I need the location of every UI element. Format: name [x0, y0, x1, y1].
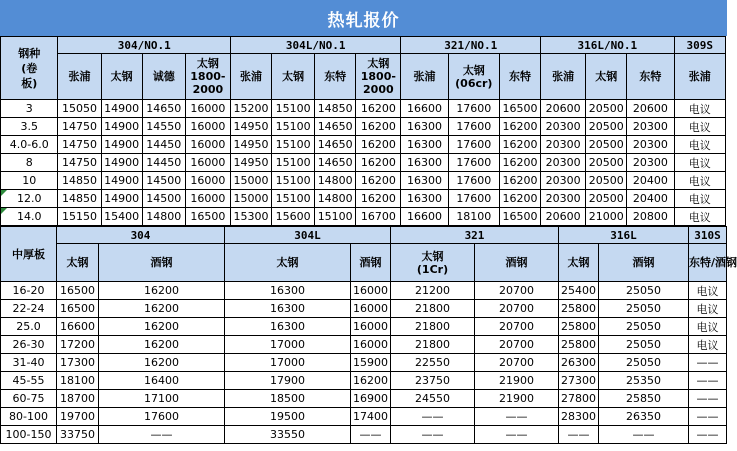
price-cell: 16300	[225, 300, 351, 318]
price-cell: 16200	[99, 336, 225, 354]
price-cell: 21800	[391, 318, 475, 336]
header-line: 2000	[192, 83, 224, 96]
price-cell: 14950	[230, 136, 271, 154]
price-cell: 20500	[586, 136, 627, 154]
lower-price-row	[1, 282, 727, 300]
thickness-label: 80-100	[1, 408, 57, 426]
price-cell: 16300	[401, 154, 448, 172]
price-cell: 21800	[391, 300, 475, 318]
header-line: 太钢	[282, 69, 305, 83]
header-line: 太钢	[421, 249, 444, 263]
price-cell: 18100	[448, 208, 499, 226]
upper-mill-header	[586, 54, 627, 100]
price-cell: 15100	[315, 208, 356, 226]
price-cell: 17600	[448, 172, 499, 190]
price-cell: 25050	[599, 318, 689, 336]
header-line: 1800-	[360, 70, 396, 83]
price-cell: 15100	[272, 154, 315, 172]
lower-grade-group: 310S	[689, 227, 727, 244]
price-cell: 16000	[185, 154, 230, 172]
price-cell: 16300	[401, 190, 448, 208]
price-cell: 25350	[599, 372, 689, 390]
price-cell: 16300	[225, 318, 351, 336]
price-cell: 16200	[356, 190, 401, 208]
thickness-label: 14.0	[1, 208, 58, 226]
price-cell: 23750	[391, 372, 475, 390]
upper-price-row	[1, 208, 726, 226]
thickness-label: 31-40	[1, 354, 57, 372]
price-cell: 14450	[142, 136, 185, 154]
price-cell: 14900	[101, 118, 142, 136]
price-cell: 22550	[391, 354, 475, 372]
price-cell: 电议	[674, 100, 725, 118]
price-cell: 16600	[401, 100, 448, 118]
price-cell: 16000	[351, 318, 391, 336]
lower-mill-header-row	[1, 244, 727, 282]
lower-mill-header	[599, 244, 689, 282]
upper-grade-group: 321/NO.1	[401, 37, 541, 54]
header-line: 张浦	[688, 69, 711, 83]
price-cell: 15100	[272, 190, 315, 208]
price-cell: 16300	[401, 172, 448, 190]
price-cell: 17000	[225, 336, 351, 354]
lower-price-row	[1, 318, 727, 336]
lower-group-header-row	[1, 227, 727, 244]
price-cell: 20300	[541, 190, 586, 208]
price-cell: 电议	[689, 336, 727, 354]
price-cell: 15000	[230, 172, 271, 190]
price-cell: 15200	[230, 100, 271, 118]
price-cell: 16900	[351, 390, 391, 408]
price-cell: 14750	[58, 118, 101, 136]
price-cell: 20300	[627, 118, 674, 136]
price-cell: 25800	[559, 336, 599, 354]
price-cell: 20300	[541, 136, 586, 154]
thickness-label: 25.0	[1, 318, 57, 336]
header-line: 张浦	[68, 69, 91, 83]
price-cell: 33750	[57, 426, 99, 444]
lower-price-row	[1, 336, 727, 354]
price-cell: 16000	[185, 172, 230, 190]
thickness-label: 22-24	[1, 300, 57, 318]
header-line: 酒钢	[359, 255, 382, 269]
lower-price-row	[1, 390, 727, 408]
hot-rolled-coil-table	[0, 36, 726, 226]
price-cell: 15900	[351, 354, 391, 372]
price-cell: 15400	[101, 208, 142, 226]
lower-price-row	[1, 408, 727, 426]
price-cell: 14850	[58, 190, 101, 208]
upper-grade-group: 304/NO.1	[58, 37, 231, 54]
upper-price-row	[1, 118, 726, 136]
price-cell: 16500	[499, 100, 540, 118]
price-cell: 17100	[99, 390, 225, 408]
price-cell: 16200	[499, 190, 540, 208]
price-cell: 电议	[674, 136, 725, 154]
price-cell: 20700	[475, 282, 559, 300]
price-cell: 16200	[499, 136, 540, 154]
price-cell: 16200	[99, 354, 225, 372]
lower-price-row	[1, 354, 727, 372]
thickness-label: 100-150	[1, 426, 57, 444]
price-cell: 14950	[230, 154, 271, 172]
header-line: 张浦	[413, 69, 436, 83]
header-line: 东特/酒钢	[689, 255, 737, 269]
upper-mill-header	[401, 54, 448, 100]
upper-mill-header	[674, 54, 725, 100]
price-cell: 14500	[142, 172, 185, 190]
price-cell: ——	[689, 408, 727, 426]
price-cell: 21800	[391, 336, 475, 354]
upper-mill-header	[356, 54, 401, 100]
upper-mill-header	[230, 54, 271, 100]
price-cell: 16200	[99, 318, 225, 336]
price-cell: 19700	[57, 408, 99, 426]
thickness-label: 45-55	[1, 372, 57, 390]
price-cell: 16000	[351, 282, 391, 300]
price-cell: 14800	[315, 172, 356, 190]
lower-grade-group: 304	[57, 227, 225, 244]
medium-plate-table	[0, 226, 737, 444]
header-line: 太钢	[367, 57, 390, 70]
price-cell: 16600	[401, 208, 448, 226]
price-cell: 25050	[599, 336, 689, 354]
header-line: 太钢	[196, 57, 219, 70]
price-cell: 电议	[674, 154, 725, 172]
price-cell: 14900	[101, 172, 142, 190]
price-cell: 16500	[57, 282, 99, 300]
header-line: 钢种	[18, 46, 41, 60]
lower-grade-group: 304L	[225, 227, 391, 244]
price-cell: 16200	[356, 136, 401, 154]
price-cell: 16200	[499, 118, 540, 136]
upper-mill-header	[541, 54, 586, 100]
price-cell: 20700	[475, 318, 559, 336]
upper-grade-group: 316L/NO.1	[541, 37, 674, 54]
thickness-label: 60-75	[1, 390, 57, 408]
price-cell: 17600	[448, 154, 499, 172]
upper-mill-header	[315, 54, 356, 100]
price-cell: 27300	[559, 372, 599, 390]
price-cell: 18100	[57, 372, 99, 390]
price-cell: 25050	[599, 282, 689, 300]
price-cell: 16300	[401, 136, 448, 154]
price-cell: 14800	[142, 208, 185, 226]
price-cell: 20600	[627, 100, 674, 118]
price-cell: 15150	[58, 208, 101, 226]
header-line: (1Cr)	[416, 262, 449, 276]
price-cell: 16000	[185, 190, 230, 208]
header-line: 张浦	[552, 69, 575, 83]
price-cell: 电议	[674, 190, 725, 208]
upper-mill-header	[142, 54, 185, 100]
price-cell: 16200	[499, 172, 540, 190]
lower-mill-header	[351, 244, 391, 282]
price-cell: 15300	[230, 208, 271, 226]
lower-mill-header	[99, 244, 225, 282]
price-cell: 16000	[185, 100, 230, 118]
price-cell: 14900	[101, 100, 142, 118]
lower-mill-header	[559, 244, 599, 282]
price-cell: 电议	[674, 118, 725, 136]
price-cell: 20500	[586, 154, 627, 172]
header-line: 太钢	[567, 255, 590, 269]
price-cell: ——	[689, 354, 727, 372]
price-cell: 18700	[57, 390, 99, 408]
upper-price-row	[1, 154, 726, 172]
price-cell: 15100	[272, 118, 315, 136]
price-cell: ——	[351, 426, 391, 444]
thickness-label: 26-30	[1, 336, 57, 354]
price-cell: 25800	[559, 300, 599, 318]
price-cell: 16200	[499, 154, 540, 172]
price-cell: 15600	[272, 208, 315, 226]
price-cell: 14850	[58, 172, 101, 190]
price-cell: ——	[689, 390, 727, 408]
price-cell: 16200	[356, 172, 401, 190]
price-cell: 20500	[586, 118, 627, 136]
price-cell: 20700	[475, 300, 559, 318]
price-cell: 14550	[142, 118, 185, 136]
header-line: (06cr)	[455, 76, 493, 90]
price-cell: ——	[599, 426, 689, 444]
price-cell: 17400	[351, 408, 391, 426]
price-cell: 16000	[351, 336, 391, 354]
lower-mill-header	[225, 244, 351, 282]
price-cell: 电议	[689, 282, 727, 300]
price-cell: 16700	[356, 208, 401, 226]
price-cell: 14650	[315, 136, 356, 154]
upper-mill-header	[448, 54, 499, 100]
upper-price-row	[1, 100, 726, 118]
price-cell: 15050	[58, 100, 101, 118]
price-cell: 14900	[101, 154, 142, 172]
price-cell: 25850	[599, 390, 689, 408]
price-cell: 15000	[230, 190, 271, 208]
price-cell: 16500	[57, 300, 99, 318]
header-line: 张浦	[240, 69, 263, 83]
price-cell: 21900	[475, 372, 559, 390]
thickness-label: 3	[1, 100, 58, 118]
header-line: 酒钢	[505, 255, 528, 269]
header-line: 东特	[324, 69, 347, 83]
header-line: 2000	[363, 83, 394, 96]
price-cell: 电议	[674, 172, 725, 190]
price-cell: 20300	[541, 118, 586, 136]
price-cell: 电议	[689, 300, 727, 318]
price-cell: 19500	[225, 408, 351, 426]
price-cell: 17300	[57, 354, 99, 372]
price-cell: 17600	[99, 408, 225, 426]
price-cell: 14750	[58, 136, 101, 154]
header-line: 太钢	[110, 69, 133, 83]
price-cell: 14450	[142, 154, 185, 172]
price-cell: 16500	[185, 208, 230, 226]
price-cell: 14850	[315, 100, 356, 118]
header-line: 酒钢	[632, 255, 655, 269]
upper-corner-label	[1, 37, 58, 100]
header-line: 东特	[639, 69, 662, 83]
thickness-label: 12.0	[1, 190, 58, 208]
header-line: 东特	[509, 69, 532, 83]
price-cell: 28300	[559, 408, 599, 426]
header-line: 太钢	[595, 69, 618, 83]
header-line: 诚德	[152, 69, 175, 83]
price-cell: 14650	[142, 100, 185, 118]
price-cell: 26350	[599, 408, 689, 426]
upper-mill-header	[627, 54, 674, 100]
price-cell: 25050	[599, 300, 689, 318]
header-line: 酒钢	[150, 255, 173, 269]
price-cell: 20300	[541, 172, 586, 190]
price-cell: 16200	[99, 282, 225, 300]
price-cell: 17600	[448, 100, 499, 118]
price-cell: 16200	[351, 372, 391, 390]
upper-mill-header	[185, 54, 230, 100]
price-cell: 33550	[225, 426, 351, 444]
price-cell: 14500	[142, 190, 185, 208]
price-cell: 14650	[315, 154, 356, 172]
thickness-label: 8	[1, 154, 58, 172]
price-cell: 16200	[99, 300, 225, 318]
price-cell: 14950	[230, 118, 271, 136]
price-cell: 15100	[272, 100, 315, 118]
price-cell: 15100	[272, 172, 315, 190]
price-cell: ——	[391, 408, 475, 426]
price-cell: 20500	[586, 100, 627, 118]
price-cell: 17600	[448, 136, 499, 154]
price-cell: 16400	[99, 372, 225, 390]
price-cell: 14900	[101, 136, 142, 154]
price-cell: 18500	[225, 390, 351, 408]
lower-mill-header	[57, 244, 99, 282]
price-cell: 20400	[627, 190, 674, 208]
lower-mill-header	[391, 244, 475, 282]
price-cell: 16500	[499, 208, 540, 226]
price-cell: 25050	[599, 354, 689, 372]
lower-price-row	[1, 300, 727, 318]
price-cell: ——	[475, 408, 559, 426]
upper-mill-header	[101, 54, 142, 100]
upper-price-row	[1, 136, 726, 154]
header-line: 板)	[21, 76, 38, 90]
lower-price-row	[1, 426, 727, 444]
price-cell: 20300	[627, 154, 674, 172]
price-cell: 20300	[541, 154, 586, 172]
price-cell: 21200	[391, 282, 475, 300]
price-cell: 16600	[57, 318, 99, 336]
price-cell: 15100	[272, 136, 315, 154]
price-cell: 16200	[356, 100, 401, 118]
price-cell: 20600	[541, 100, 586, 118]
price-cell: 25800	[559, 318, 599, 336]
price-cell: 27800	[559, 390, 599, 408]
lower-grade-group: 321	[391, 227, 559, 244]
price-cell: 16000	[185, 136, 230, 154]
upper-price-row	[1, 190, 726, 208]
header-line: 太钢	[66, 255, 89, 269]
price-cell: ——	[559, 426, 599, 444]
price-cell: 16300	[225, 282, 351, 300]
price-cell: 20500	[586, 172, 627, 190]
upper-mill-header-row	[1, 54, 726, 100]
thickness-label: 10	[1, 172, 58, 190]
thickness-label: 16-20	[1, 282, 57, 300]
thickness-label: 3.5	[1, 118, 58, 136]
price-cell: 20400	[627, 172, 674, 190]
price-cell: 16200	[356, 118, 401, 136]
price-cell: 26300	[559, 354, 599, 372]
header-line: 太钢	[276, 255, 299, 269]
upper-grade-group: 309S	[674, 37, 725, 54]
price-cell: 20700	[475, 336, 559, 354]
price-cell: 21000	[586, 208, 627, 226]
price-cell: 20700	[475, 354, 559, 372]
lower-mill-header	[689, 244, 737, 282]
price-cell: 14650	[315, 118, 356, 136]
price-cell: 16300	[401, 118, 448, 136]
price-cell: 20800	[627, 208, 674, 226]
lower-grade-group: 316L	[559, 227, 689, 244]
price-cell: 20600	[541, 208, 586, 226]
lower-corner-label: 中厚板	[1, 227, 57, 282]
price-cell: 14750	[58, 154, 101, 172]
price-cell: 17000	[225, 354, 351, 372]
price-cell: 16000	[351, 300, 391, 318]
price-cell: 24550	[391, 390, 475, 408]
lower-mill-header	[475, 244, 559, 282]
upper-mill-header	[272, 54, 315, 100]
price-cell: 14800	[315, 190, 356, 208]
lower-price-row	[1, 372, 727, 390]
price-cell: ——	[689, 372, 727, 390]
price-cell: 17600	[448, 118, 499, 136]
price-cell: ——	[391, 426, 475, 444]
upper-mill-header	[499, 54, 540, 100]
price-cell: ——	[99, 426, 225, 444]
header-line: (卷	[21, 61, 38, 75]
upper-mill-header	[58, 54, 101, 100]
price-cell: 14900	[101, 190, 142, 208]
sheet-title: 热轧报价	[0, 0, 727, 36]
price-cell: 20500	[586, 190, 627, 208]
price-cell: 17900	[225, 372, 351, 390]
upper-price-row	[1, 172, 726, 190]
price-cell: 21900	[475, 390, 559, 408]
price-cell: 电议	[689, 318, 727, 336]
price-cell: 电议	[674, 208, 725, 226]
price-cell: ——	[689, 426, 727, 444]
header-line: 1800-	[190, 70, 226, 83]
price-cell: ——	[475, 426, 559, 444]
header-line: 太钢	[462, 63, 485, 77]
price-cell: 16200	[356, 154, 401, 172]
price-cell: 25400	[559, 282, 599, 300]
thickness-label: 4.0-6.0	[1, 136, 58, 154]
price-cell: 17200	[57, 336, 99, 354]
upper-grade-group: 304L/NO.1	[230, 37, 400, 54]
price-cell: 17600	[448, 190, 499, 208]
upper-group-header-row	[1, 37, 726, 54]
price-cell: 20300	[627, 136, 674, 154]
price-cell: 16000	[185, 118, 230, 136]
